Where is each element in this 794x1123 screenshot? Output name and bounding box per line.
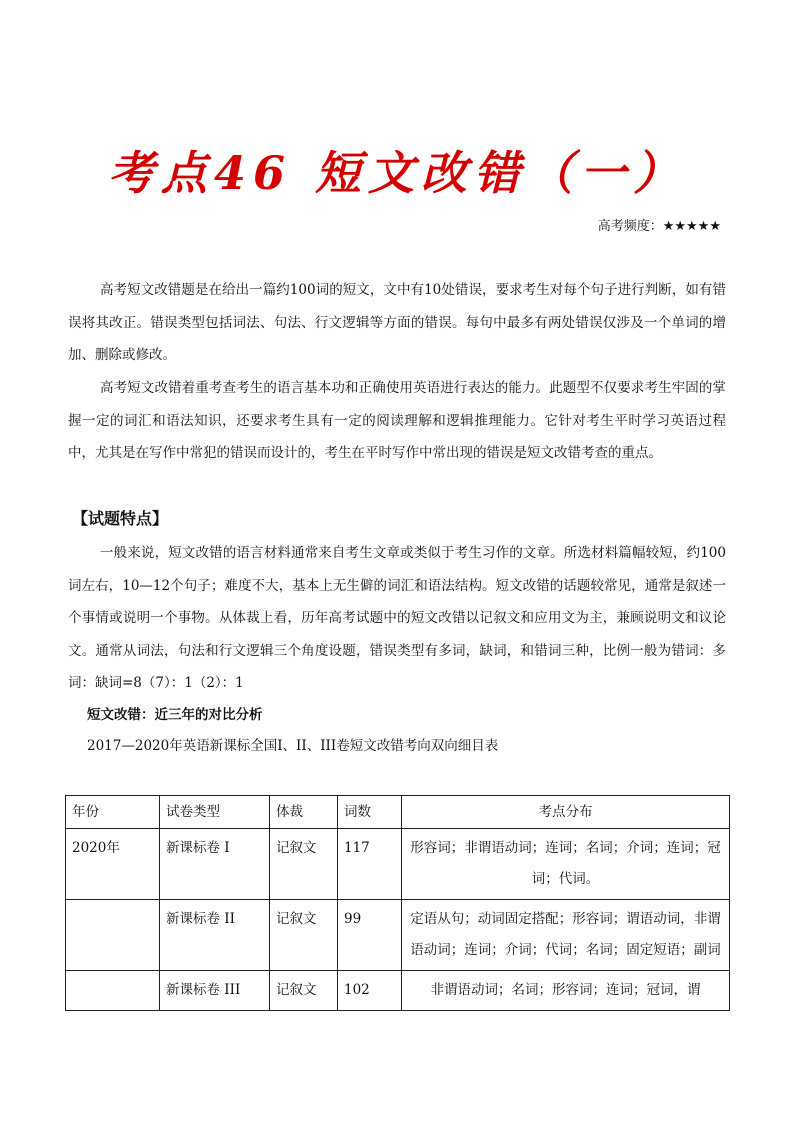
cell-paper-type: 新课标卷 I bbox=[160, 829, 270, 900]
cell-paper-type: 新课标卷 III bbox=[160, 971, 270, 1011]
header-genre: 体裁 bbox=[270, 796, 338, 829]
table-row bbox=[66, 971, 730, 1011]
cell-year bbox=[66, 900, 160, 971]
cell-genre: 记叙文 bbox=[270, 971, 338, 1011]
header-year: 年份 bbox=[66, 796, 160, 829]
intro-paragraph-1: 高考短文改错题是在给出一篇约100词的短文，文中有10处错误，要求考生对每个句子进行判断，如有错误将其改正。错误类型包括词法、句法、行文逻辑等方面的错误。每句中最多有两处错误仅涉及一个单词的增加、删除或修改。 bbox=[68, 282, 726, 363]
section-paragraph: 一般来说，短文改错的语言材料通常来自考生文章或类似于考生习作的文章。所选材料篇幅较短，约100词左右，10—12个句子；难度不大，基本上无生僻的词汇和语法结构。短文改错的话题较常见，通常是叙述一个事情或说明一个事物。从体裁上看，历年高考试题中的短文改错以记叙文和应用文为主，兼顾说明文和议论文。通常从词法，句法和行文逻辑三个角度设题，错误类型有多词，缺词，和错词三种，比例一般为错词：多词：缺词=8（7）：1（2）：1 bbox=[68, 545, 726, 691]
cell-test-points: 形容词；非谓语动词；连词；名词；介词；连词；冠词；代词。 bbox=[402, 829, 730, 900]
cell-paper-type: 新课标卷 II bbox=[160, 900, 270, 971]
cell-genre: 记叙文 bbox=[270, 829, 338, 900]
exam-frequency bbox=[598, 217, 721, 237]
cell-year bbox=[66, 971, 160, 1011]
cell-genre: 记叙文 bbox=[270, 900, 338, 971]
frequency-label: 高考频度： bbox=[597, 219, 663, 234]
cell-word-count: 117 bbox=[338, 829, 402, 900]
header-word-count: 词数 bbox=[338, 796, 402, 829]
table-header-row bbox=[66, 796, 730, 829]
frequency-stars: ★★★★★ bbox=[662, 219, 721, 234]
cell-test-points: 非谓语动词；名词；形容词；连词；冠词，谓 bbox=[402, 971, 730, 1011]
cell-word-count: 102 bbox=[338, 971, 402, 1011]
header-test-points: 考点分布 bbox=[402, 796, 730, 829]
table-row bbox=[66, 900, 730, 971]
section-heading: 【试题特点】 bbox=[72, 509, 169, 528]
header-paper-type: 试卷类型 bbox=[160, 796, 270, 829]
cell-year: 2020年 bbox=[66, 829, 160, 900]
table-caption: 2017—2020年英语新课标全国I、II、III卷短文改错考向双向细目表 bbox=[87, 738, 499, 754]
analysis-table bbox=[65, 795, 730, 1011]
cell-test-points: 定语从句；动词固定搭配；形容词；谓语动词，非谓语动词；连词；介词；代词；名词；固定短语；副词 bbox=[402, 900, 730, 971]
table-row bbox=[66, 829, 730, 900]
cell-word-count: 99 bbox=[338, 900, 402, 971]
intro-paragraph-2: 高考短文改错着重考查考生的语言基本功和正确使用英语进行表达的能力。此题型不仅要求考生牢固的掌握一定的词汇和语法知识，还要求考生具有一定的阅读理解和逻辑推理能力。它针对考生平时学习英语过程中，尤其是在写作中常犯的错误而设计的，考生在平时写作中常出现的错误是短文改错考查的重点。 bbox=[68, 380, 726, 461]
subheading: 短文改错：近三年的对比分析 bbox=[87, 707, 263, 723]
page-title: 考点46 短文改错（一） bbox=[107, 146, 687, 200]
